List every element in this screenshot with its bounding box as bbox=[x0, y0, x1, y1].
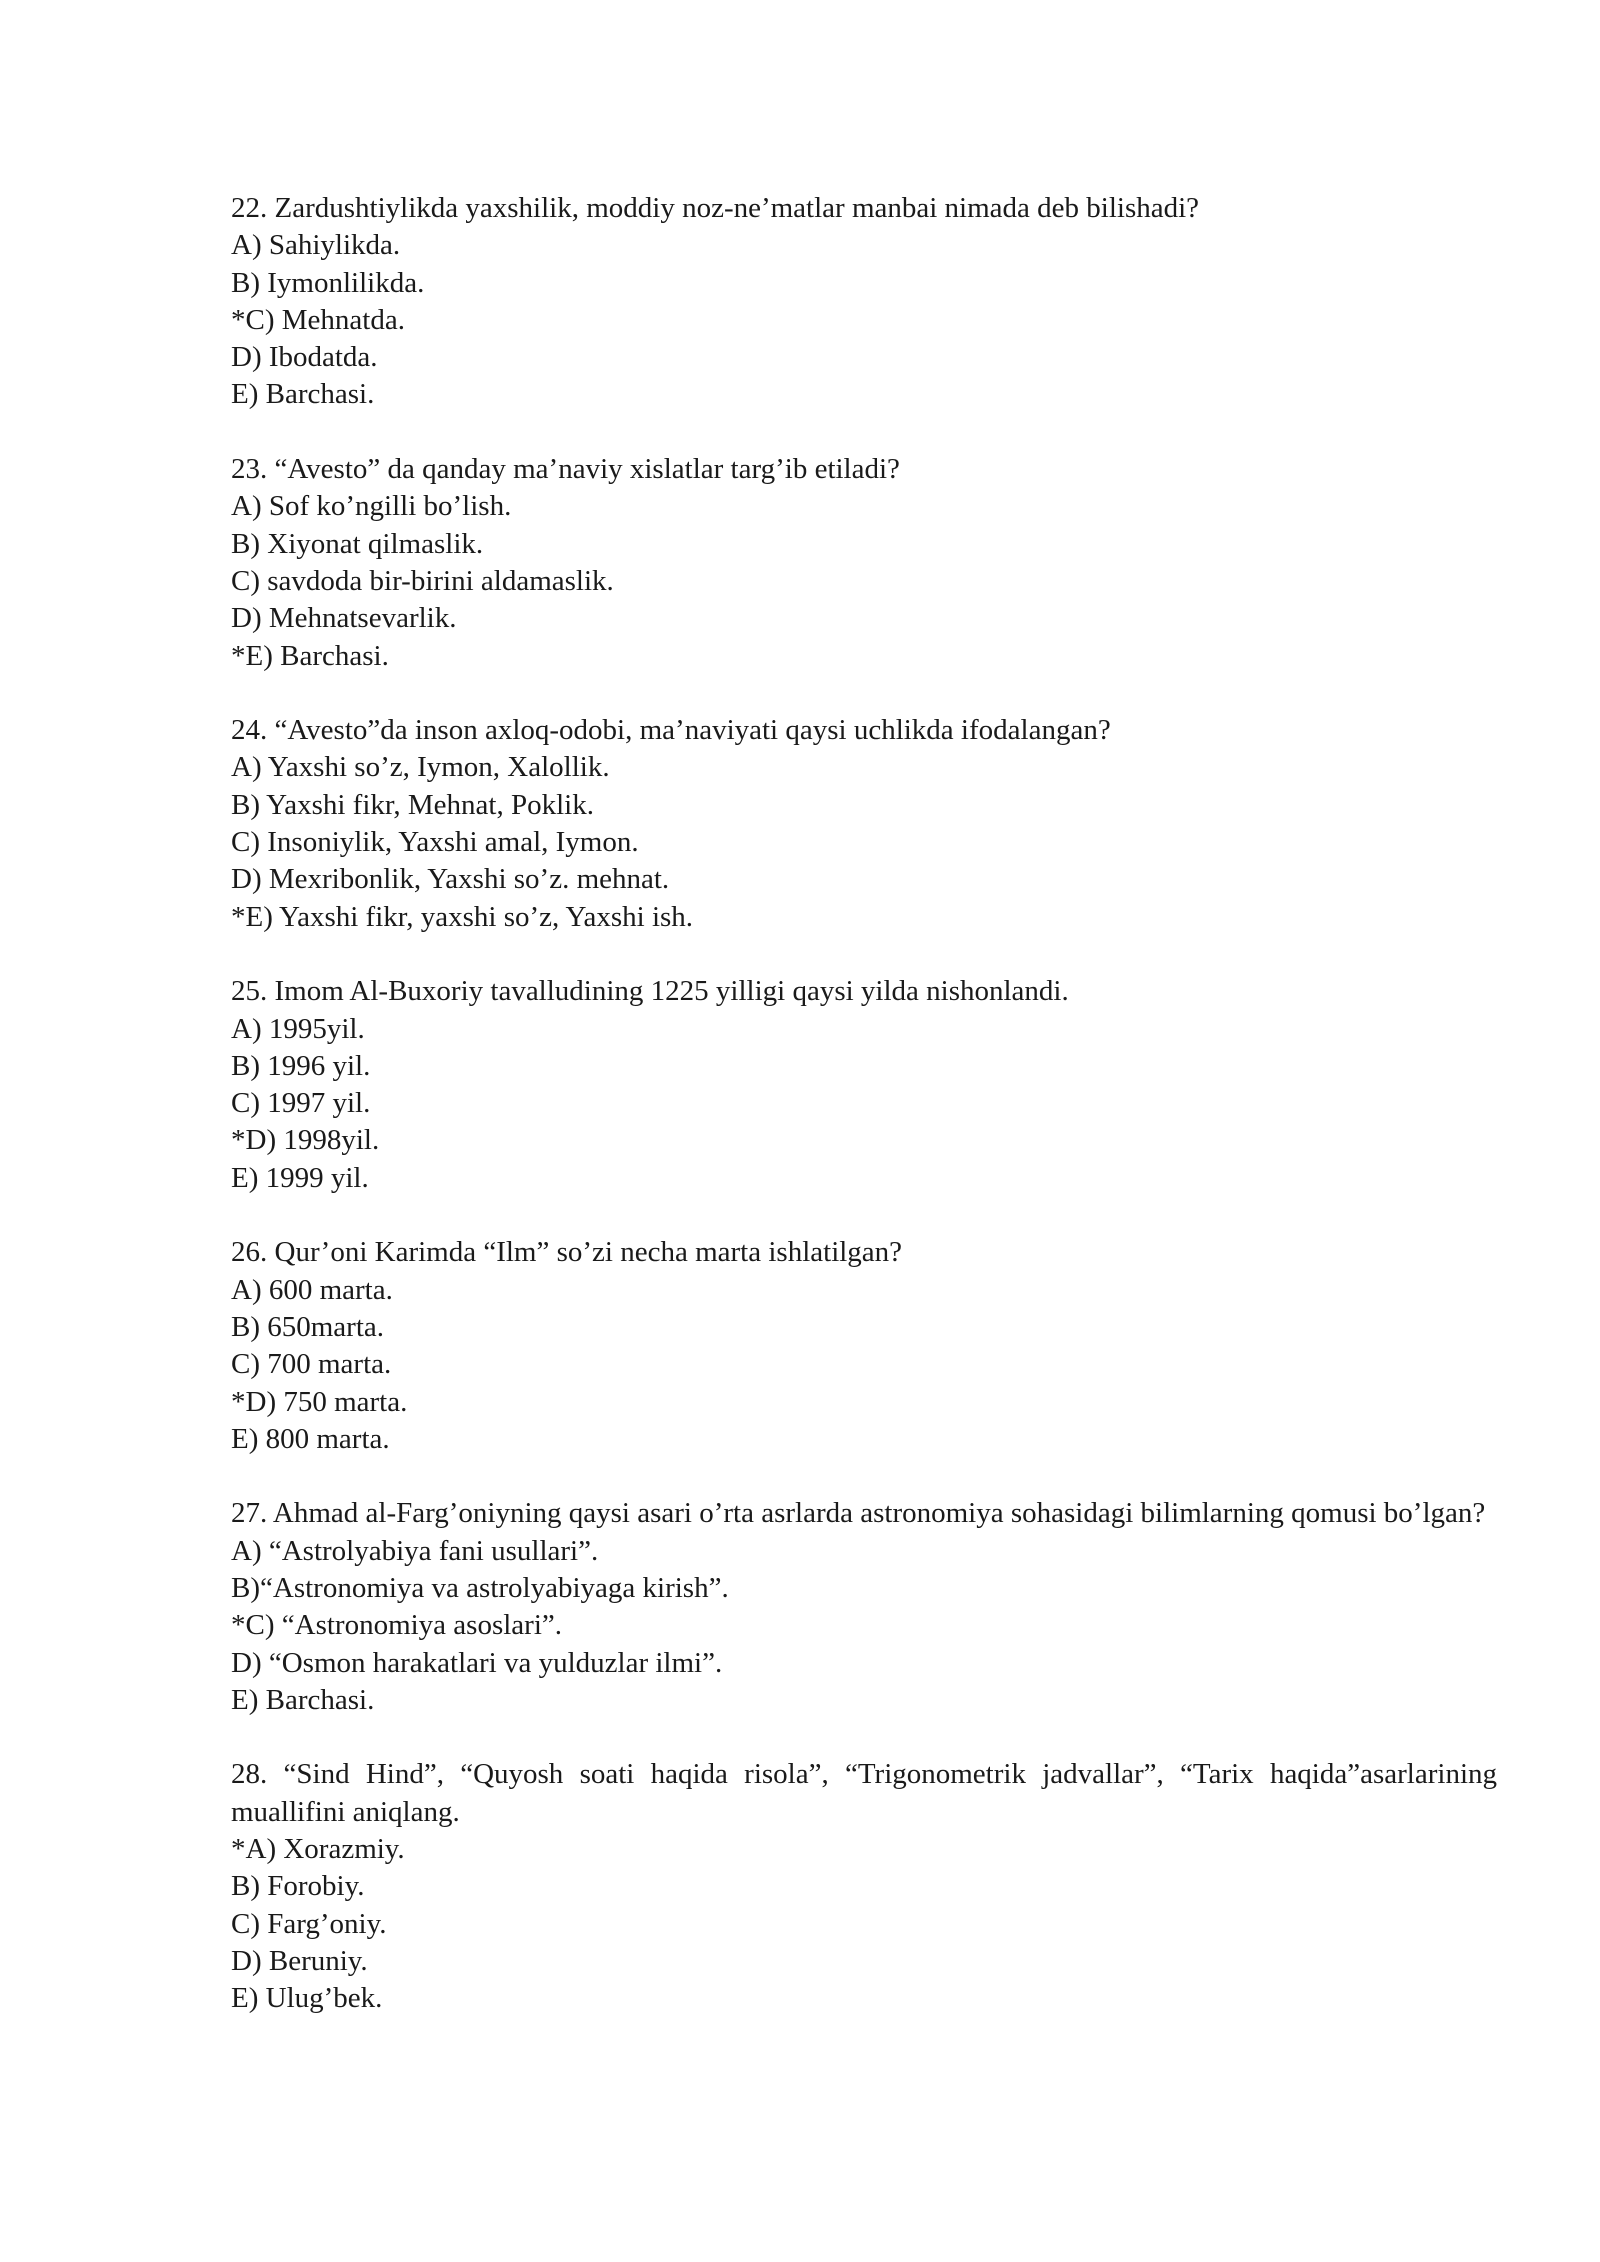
answer-option: B)“Astronomiya va astrolyabiyaga kirish”. bbox=[231, 1571, 729, 1604]
question-text: 27. Ahmad al-Farg’oniyning qaysi asari o’rta asrlarda astronomiya sohasidagi bilimlarning qomusi bo’lgan? bbox=[231, 1497, 1486, 1530]
answer-option: B) Iymonlilikda. bbox=[231, 266, 425, 299]
answer-option: B) Xiyonat qilmaslik. bbox=[231, 527, 484, 560]
answer-option: E) Barchasi. bbox=[231, 378, 375, 411]
answer-option: *A) Xorazmiy. bbox=[231, 1833, 405, 1866]
answer-option: C) 700 marta. bbox=[231, 1348, 392, 1381]
answer-option: E) Barchasi. bbox=[231, 1683, 375, 1716]
answer-option: B) 1996 yil. bbox=[231, 1049, 371, 1082]
question-text: 26. Qur’oni Karimda “Ilm” so’zi necha marta ishlatilgan? bbox=[231, 1236, 903, 1269]
answer-option: A) Yaxshi so’z, Iymon, Xalollik. bbox=[231, 751, 610, 784]
answer-option: C) savdoda bir-birini aldamaslik. bbox=[231, 564, 614, 597]
answer-option: B) Forobiy. bbox=[231, 1870, 365, 1903]
question-27 bbox=[231, 1495, 1497, 1719]
answer-option: C) 1997 yil. bbox=[231, 1087, 371, 1120]
answer-option: E) Ulug’bek. bbox=[231, 1982, 383, 2015]
answer-option: *E) Barchasi. bbox=[231, 639, 389, 672]
question-text: 24. “Avesto”da inson axloq-odobi, ma’naviyati qaysi uchlikda ifodalangan? bbox=[231, 714, 1111, 747]
document-page bbox=[231, 190, 1497, 2055]
question-text: 25. Imom Al-Buxoriy tavalludining 1225 yilligi qaysi yilda nishonlandi. bbox=[231, 975, 1069, 1008]
answer-option: B) 650marta. bbox=[231, 1310, 385, 1343]
question-28 bbox=[231, 1756, 1497, 2017]
answer-option: *C) Mehnatda. bbox=[231, 303, 405, 336]
answer-option: *E) Yaxshi fikr, yaxshi so’z, Yaxshi ish. bbox=[231, 900, 694, 933]
answer-option: D) Beruniy. bbox=[231, 1944, 368, 1977]
question-26 bbox=[231, 1234, 1497, 1458]
answer-option: D) Ibodatda. bbox=[231, 341, 378, 374]
answer-option: B) Yaxshi fikr, Mehnat, Poklik. bbox=[231, 788, 594, 821]
question-23 bbox=[231, 451, 1497, 675]
answer-option: D) Mehnatsevarlik. bbox=[231, 602, 457, 635]
answer-option: A) 1995yil. bbox=[231, 1012, 365, 1045]
question-text: 28. “Sind Hind”, “Quyosh soati haqida risola”, “Trigonometrik jadvallar”, “Tarix haqida”asarlarining muallifini aniqlang. bbox=[231, 1758, 1497, 1828]
answer-option: C) Farg’oniy. bbox=[231, 1907, 387, 1940]
answer-option: D) “Osmon harakatlari va yulduzlar ilmi”. bbox=[231, 1646, 723, 1679]
answer-option: A) “Astrolyabiya fani usullari”. bbox=[231, 1534, 599, 1567]
answer-option: E) 800 marta. bbox=[231, 1422, 390, 1455]
answer-option: *D) 750 marta. bbox=[231, 1385, 408, 1418]
answer-option: *C) “Astronomiya asoslari”. bbox=[231, 1609, 563, 1642]
answer-option: A) Sahiylikda. bbox=[231, 229, 401, 262]
question-25 bbox=[231, 973, 1497, 1197]
answer-option: A) 600 marta. bbox=[231, 1273, 393, 1306]
question-22 bbox=[231, 190, 1497, 414]
question-text: 23. “Avesto” da qanday ma’naviy xislatlar targ’ib etiladi? bbox=[231, 453, 900, 486]
question-text: 22. Zardushtiylikda yaxshilik, moddiy noz-ne’matlar manbai nimada deb bilishadi? bbox=[231, 192, 1200, 224]
answer-option: E) 1999 yil. bbox=[231, 1161, 369, 1194]
answer-option: A) Sof ko’ngilli bo’lish. bbox=[231, 490, 512, 523]
question-24 bbox=[231, 712, 1497, 936]
answer-option: C) Insoniylik, Yaxshi amal, Iymon. bbox=[231, 826, 639, 859]
answer-option: *D) 1998yil. bbox=[231, 1124, 380, 1157]
answer-option: D) Mexribonlik, Yaxshi so’z. mehnat. bbox=[231, 863, 670, 896]
